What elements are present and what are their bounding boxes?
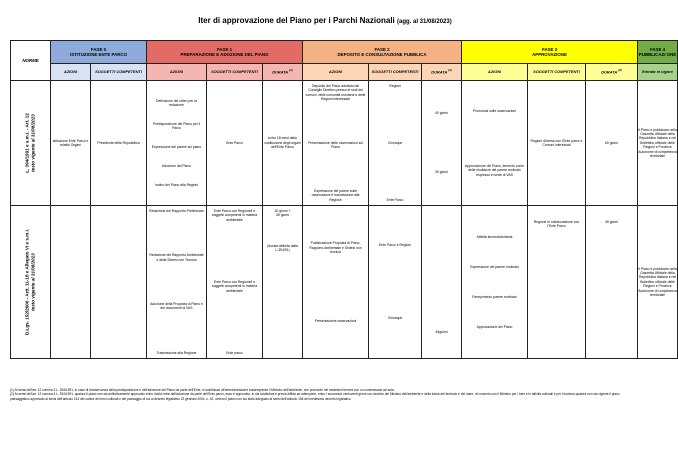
- r2-f2-soggetti: Ente Parco e Regioni Chiunque: [369, 206, 422, 359]
- f4-entrata-header: Entrata in vigore: [638, 64, 678, 81]
- norm-dlgs152: D.Lgs. 152/2006 - Artt. 11-18 e Allegato VI e s.m.i. testo vigente al 31/08/2023: [11, 206, 51, 359]
- r2-f0-soggetti: [91, 206, 147, 359]
- r2-f2-durata: 45giorni: [422, 206, 462, 359]
- r1-f2-soggetti: Regioni Chiunque Ente Parco: [369, 81, 422, 206]
- phase3-header: FASE 3 APPROVAZIONE: [462, 41, 638, 64]
- footnotes: [10, 388, 637, 401]
- f3-soggetti-header: SOGGETTI COMPETENTI: [528, 64, 586, 81]
- r2-f0-azioni: [51, 206, 91, 359]
- f2-soggetti-header: SOGGETTI COMPETENTI: [369, 64, 422, 81]
- r1-f1-durata: entro 18 mesi dalla costituzione degli organi dell'Ente Parco: [263, 81, 303, 206]
- r1-f4-entrata: Il Piano è pubblicato nella Gazzetta Ufficiale della Repubblica Italiana e nel Bollettino ufficiale delle Regioni e Province Autonome di competenza territoriale: [638, 81, 678, 206]
- r1-f1-azioni: Definizione dei criteri per la redazione Predisposizione del Piano per il Parco Espressione del parere sul piano Adozione del Piano Inoltro del Piano alla Regioni: [147, 81, 207, 206]
- r1-f3-soggetti: Regioni d'intesa con l'Ente parco e Comuni interessati: [528, 81, 586, 206]
- phase-header-row: [11, 41, 678, 64]
- r1-f2-durata: 40 giorni 30 giorni: [422, 81, 462, 206]
- f3-azioni-header: AZIONI: [462, 64, 528, 81]
- norm-l394: L. 394/1991 e s.m.i. - Art. 12 testo vigente al 31/08/2023: [11, 81, 51, 206]
- r1-f3-azioni: Pronuncia sulle osservazioni Approvazione del Piano, tenendo conto delle risultanze del parere motivato espresso in sede di VAS: [462, 81, 528, 206]
- f0-azioni-header: AZIONI: [51, 64, 91, 81]
- r2-f1-azioni: Redazione del Rapporto Preliminare Redazione del Rapporto Ambientale e della Sintesi non Tecnica Adozione della Proposta di Piano e dei documenti di VAS Trasmissione alla Regione: [147, 206, 207, 359]
- r2-f1-soggetti: Ente Parco con Regione/i e soggetti competenti in materia ambientale Ente Parco con Regione/i e soggetti competenti in materia ambientale Ente parco: [207, 206, 263, 359]
- f3-durata-header: DURATA $^{(2)}$: [586, 64, 638, 81]
- phase0-header: FASE 0 ISTITUZIONE ENTE PARCO: [51, 41, 147, 64]
- subheader-row: [11, 64, 678, 81]
- r2-f3-azioni: Attività tecnicoistruttoria Espressione del parere motivato Recepimento parere motivato Approvazione del Piano: [462, 206, 528, 359]
- row-l394: [11, 81, 678, 206]
- f1-azioni-header: AZIONI: [147, 64, 207, 81]
- r2-f3-durata: 45 giorni: [586, 206, 638, 359]
- f1-soggetti-header: SOGGETTI COMPETENTI: [207, 64, 263, 81]
- f1-durata-header: DURATA $^{(1)}$: [263, 64, 303, 81]
- update-date: (agg. al 31/08/2023): [397, 19, 452, 25]
- r2-f2-azioni: Pubblicazione Proposta di Piano, Rapporto Ambientale e Sintesi non tecnica Presentazione osservazioni: [303, 206, 369, 359]
- f2-azioni-header: AZIONI: [303, 64, 369, 81]
- f2-durata-header: DURATA $^{(1)}$: [422, 64, 462, 81]
- approval-table: [10, 40, 678, 359]
- r2-f3-soggetti: Regione in collaborazione con l'Ente Parco: [528, 206, 586, 359]
- r1-f3-durata: 60 giorni: [586, 81, 638, 206]
- r1-f1-soggetti: Ente Parco: [207, 81, 263, 206]
- phase1-header: FASE 1 PREPARAZIONE E ADOZIONE DEL PIANO: [147, 41, 303, 64]
- r1-f2-azioni: Deposito del Piano adottato dal Consiglio Direttivo presso le sedi dei comuni, delle comunità montane e delle Regioni interessate Presentazione delle osservazioni sul Piano Espressione del parere sulle osservazioni e trasmissione alla Regione: [303, 81, 369, 206]
- r2-f1-durata: 30 giorni + 45 giorni (durata definita dalla L.394/91): [263, 206, 303, 359]
- row-dlgs152: [11, 206, 678, 359]
- page-title: [0, 16, 650, 25]
- phase2-header: FASE 2 DEPOSITO E CONSULTAZIONE PUBBLICA: [303, 41, 462, 64]
- title-text: Iter di approvazione del Piano per i Parchi Nazionali: [198, 16, 395, 25]
- norme-header: NORME: [11, 41, 51, 81]
- f0-soggetti-header: SOGGETTI COMPETENTI: [91, 64, 147, 81]
- r1-f0-azioni: Istituzione Ente Parco e relativi Organi: [51, 81, 91, 206]
- r1-f0-soggetti: Presidente della Repubblica: [91, 81, 147, 206]
- footnote-2: (2) Ai sensi dell'art. 12 comma 4 L. 394/1991, qualora il piano non sia definitivamente approvato entro dodici mesi dall'adozione da parte dell'Ente parco, esso è approvato, in via sostitutiva e previa diffida ad adempiere, entro i successivi centoventi giorni con decreto del Ministro dell'ambiente e della tutela del territorio e del mare, di concerto con il Ministro per i beni e le attività culturali e per il turismo qualora non sia vigente il piano paesaggistico approvato ai sensi dell'articolo 143 del codice dei beni culturali e del paesaggio di cui al decreto legislativo 22 gennaio 2004, n. 42, ovvero il piano non sia stato adeguato ai sensi dell'articolo 156 del medesimo decreto legislativo.: [10, 392, 620, 401]
- phase4-header: FASE 4 PUBBLICAZI ONE: [638, 41, 678, 64]
- footnote-1: (1) Ai sensi dell'art. 12 comma 3 L. 394/1991, in caso di inosservanza della predisposizione e dell'adozione del Piano da parte dell'Ente, si sostituisce all'amministrazione inadempiente il Ministro dell'ambiente, che provvede nei medesimi termini con un commissario ad acta.: [10, 388, 395, 392]
- r2-f4-entrata: Il Piano è pubblicato nella Gazzetta Ufficiale della Repubblica Italiana e nel Bollettino ufficiale delle Regioni e Province Autonome di competenza territoriale: [638, 206, 678, 359]
